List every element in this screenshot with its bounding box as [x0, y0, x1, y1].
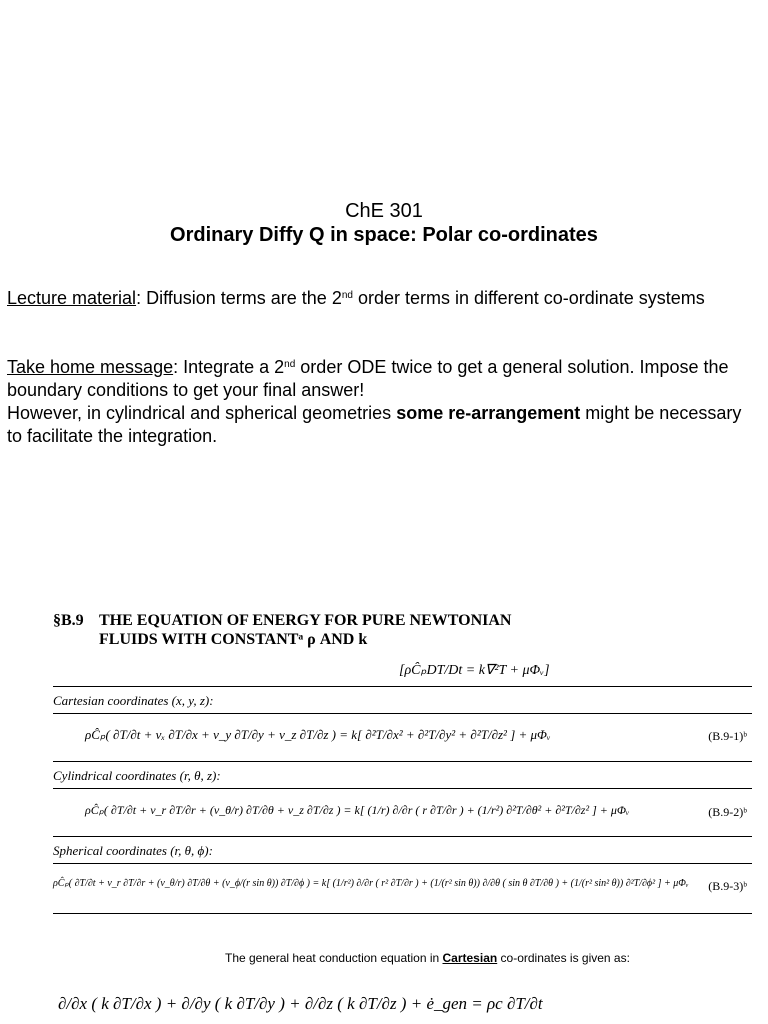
- section-number: §B.9: [53, 612, 84, 629]
- heading-line-1: THE EQUATION OF ENERGY FOR PURE NEWTONIAN: [99, 612, 512, 629]
- heat-equation-caption: [225, 951, 630, 965]
- take-home-superscript: nd: [284, 359, 296, 370]
- take-home-text-b: order ODE twice to get a general solution. Impose the boundary conditions to get your final answer!: [7, 357, 729, 400]
- eq-number-b92: (B.9-2)ᵇ: [708, 805, 747, 819]
- lecture-material-paragraph: [7, 287, 747, 310]
- table-rule: [53, 913, 752, 914]
- energy-eq-cartesian: ρĈₚ( ∂T/∂t + vₓ ∂T/∂x + v_y ∂T/∂y + v_z ∂T/∂z ) = k[ ∂²T/∂x² + ∂²T/∂y² + ∂²T/∂z² ] + μΦᵥ: [85, 727, 551, 742]
- caption-text-b: co-ordinates is given as:: [497, 951, 630, 965]
- course-code: ChE 301: [345, 200, 423, 222]
- caption-text-a: The general heat conduction equation in: [225, 951, 443, 965]
- take-home-text-a: : Integrate a 2: [173, 357, 285, 377]
- lecture-text-b: order terms in different co-ordinate systems: [352, 288, 705, 308]
- cylindrical-coords-label: Cylindrical coordinates (r, θ, z):: [53, 768, 221, 783]
- cartesian-coords-label: Cartesian coordinates (x, y, z):: [53, 693, 214, 708]
- summary-equation: [ρĈₚDT/Dt = k∇²T + μΦᵥ]: [399, 663, 550, 678]
- eq-number-b93: (B.9-3)ᵇ: [708, 879, 747, 893]
- table-rule: [53, 863, 752, 864]
- heat-conduction-equation: ∂/∂x ( k ∂T/∂x ) + ∂/∂y ( k ∂T/∂y ) + ∂/∂z ( k ∂T/∂z ) + ė_gen = ρc ∂T/∂t: [58, 994, 543, 1013]
- page-title: Ordinary Diffy Q in space: Polar co-ordinates: [170, 224, 598, 246]
- lecture-material-label: Lecture material: [7, 288, 137, 308]
- table-rule: [53, 713, 752, 714]
- lecture-text-a: : Diffusion terms are the 2: [136, 288, 342, 308]
- table-rule: [53, 686, 752, 687]
- table-rule: [53, 836, 752, 837]
- eq-number-b91: (B.9-1)ᵇ: [708, 729, 747, 743]
- energy-eq-cylindrical: ρĈₚ( ∂T/∂t + v_r ∂T/∂r + (v_θ/r) ∂T/∂θ + v_z ∂T/∂z ) = k[ (1/r) ∂/∂r ( r ∂T/∂r ) + (1/r²) ∂²T/∂θ² + ∂²T/∂z² ] + μΦᵥ: [85, 803, 630, 817]
- lecture-superscript: nd: [341, 290, 353, 301]
- caption-bold: Cartesian: [442, 951, 498, 965]
- energy-eq-spherical: ρĈₚ( ∂T/∂t + v_r ∂T/∂r + (v_θ/r) ∂T/∂θ + (v_ϕ/(r sin θ)) ∂T/∂ϕ ) = k[ (1/r²) ∂/∂r ( r² ∂T/∂r ) + (1/(r² sin θ)) ∂/∂θ ( sin θ ∂T/∂θ ) + (1/(r² sin² θ)) ∂²T/∂ϕ² ] + μΦᵥ: [53, 878, 689, 889]
- take-home-paragraph: [7, 356, 747, 448]
- take-home-line2-b: might be necessary to facilitate the integration.: [7, 403, 742, 446]
- table-rule: [53, 761, 752, 762]
- heading-line-2: FLUIDS WITH CONSTANTᵃ ρ AND k: [99, 631, 368, 648]
- spherical-coords-label: Spherical coordinates (r, θ, ϕ):: [53, 843, 213, 858]
- take-home-line2-a: However, in cylindrical and spherical geometries: [7, 403, 397, 423]
- take-home-line2-bold: some re-arrangement: [396, 403, 581, 423]
- table-rule: [53, 788, 752, 789]
- take-home-label: Take home message: [7, 357, 174, 377]
